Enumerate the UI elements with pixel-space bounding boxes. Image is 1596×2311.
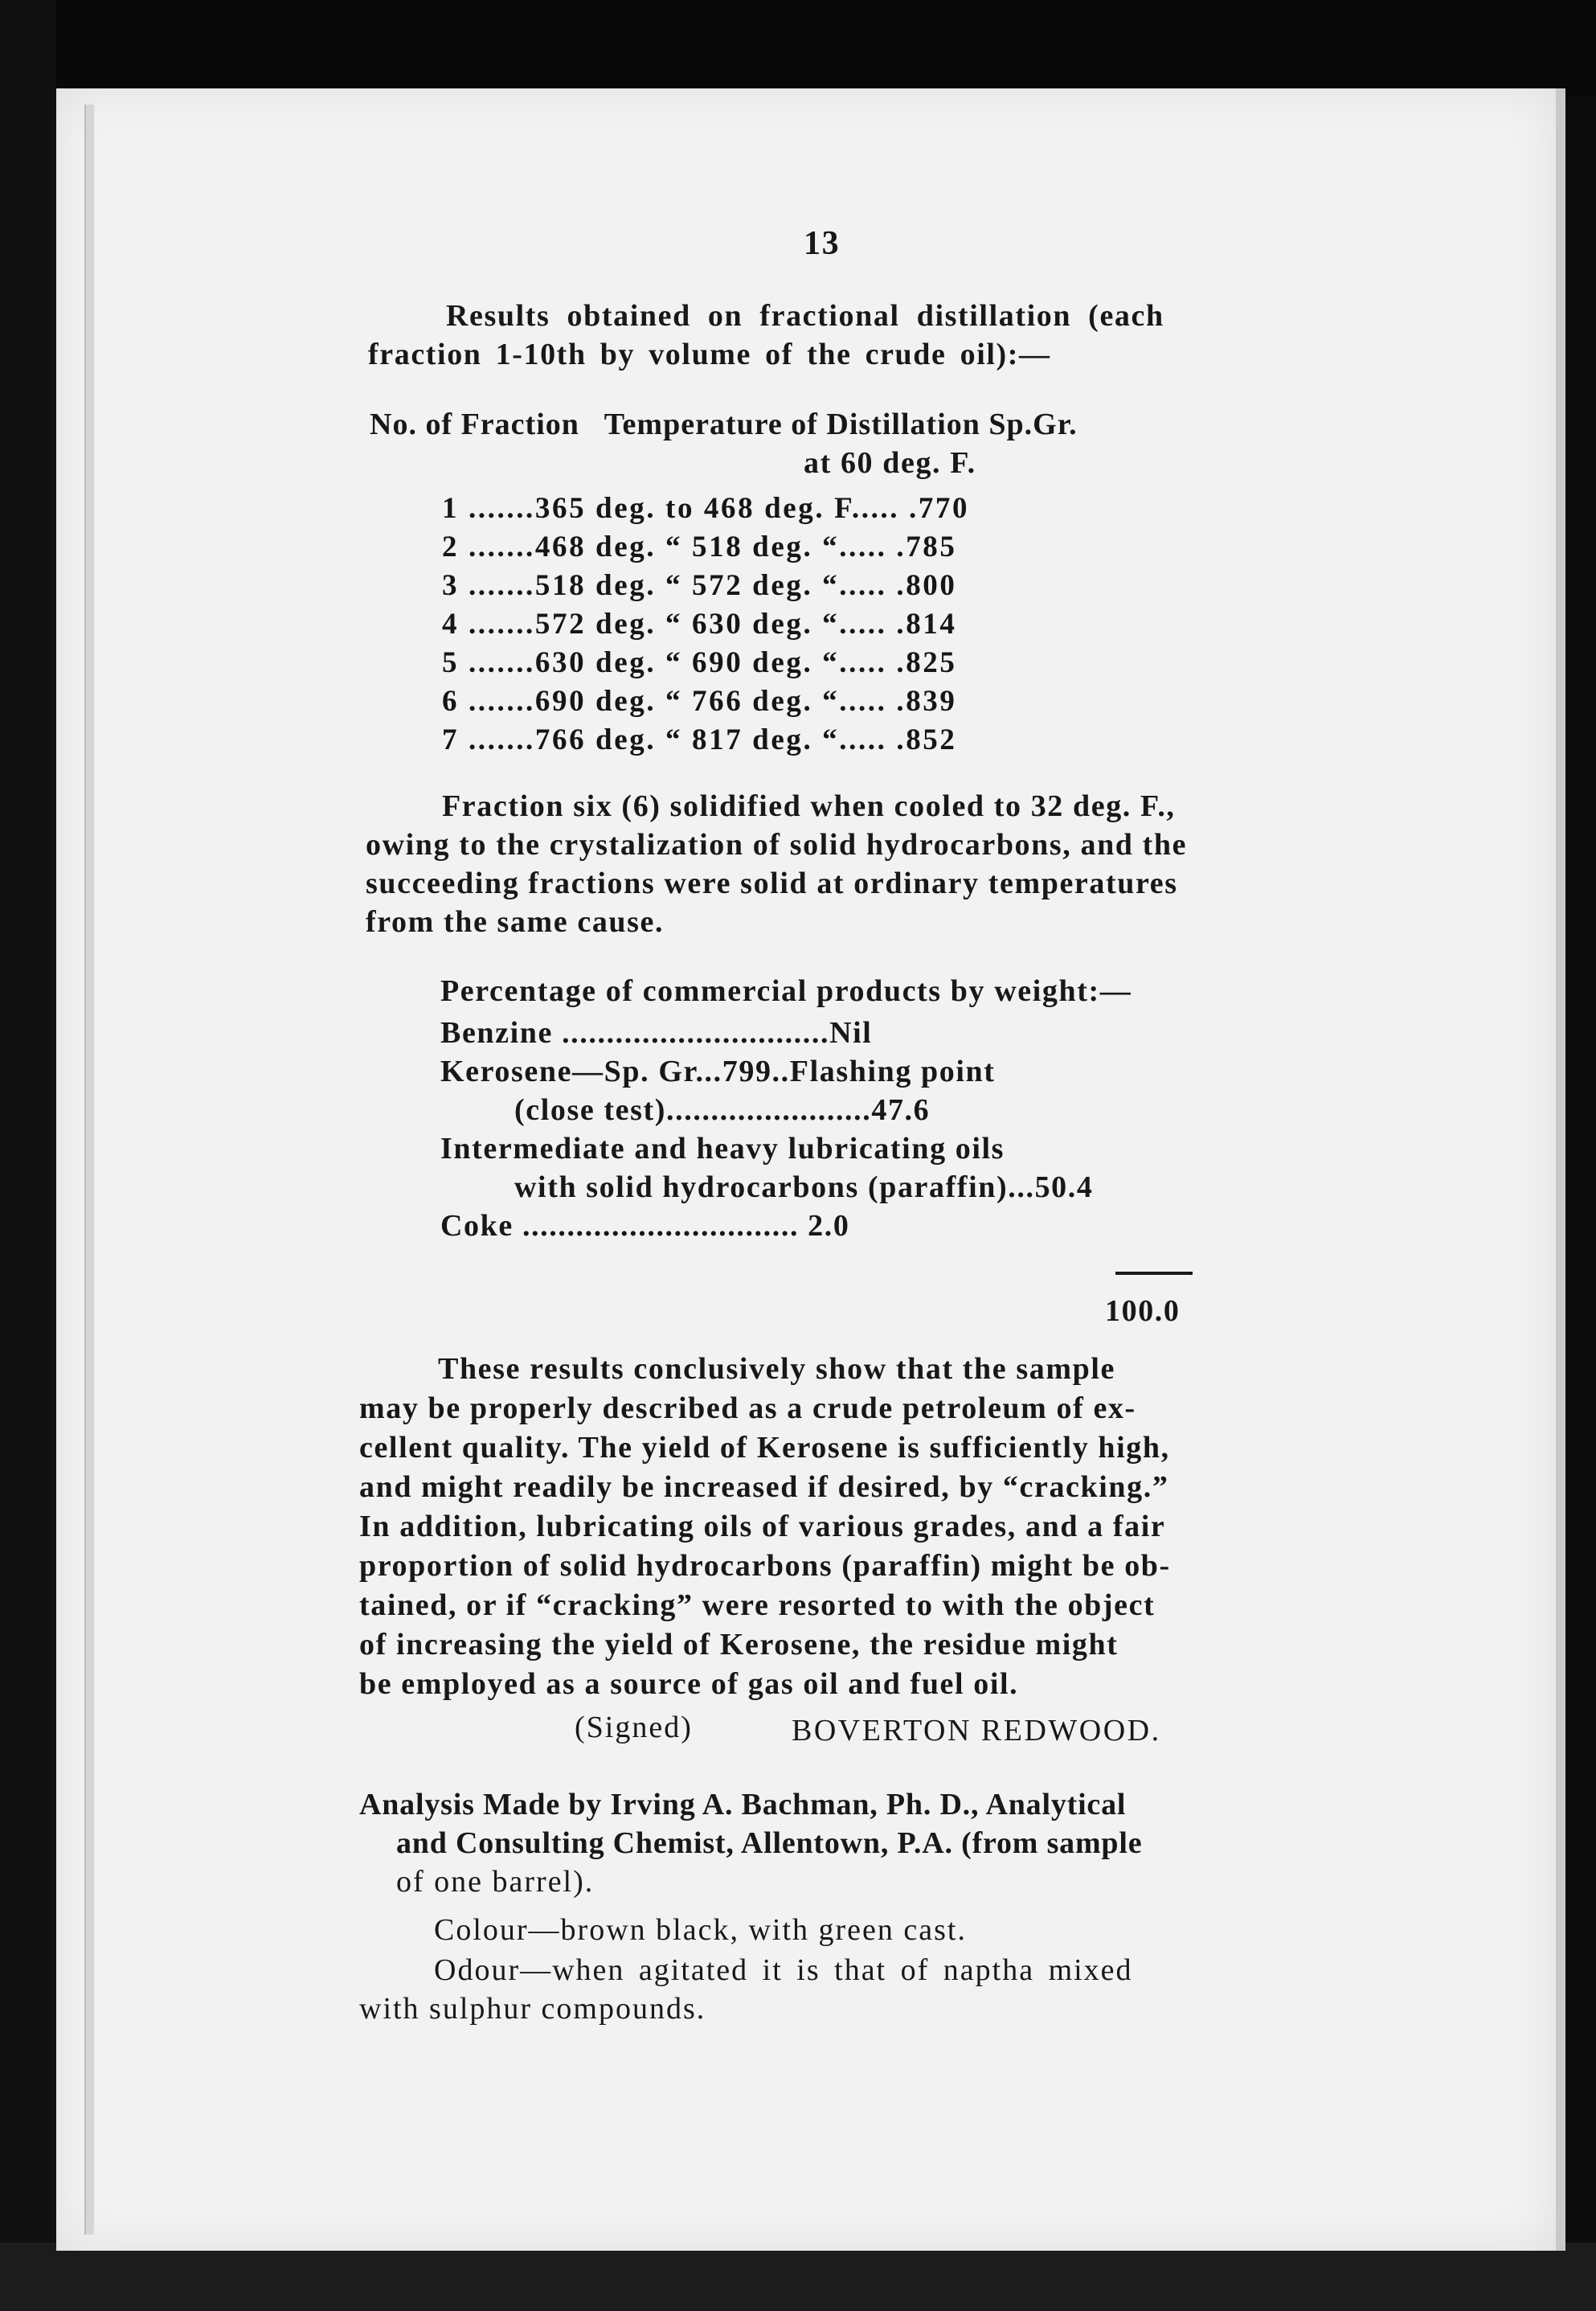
table-row: 7 .......766 deg. “ 817 deg. “..... .852 xyxy=(442,723,957,756)
table-header: No. of Fraction Temperature of Distillation Sp.Gr. xyxy=(370,408,1078,441)
product-line: with solid hydrocarbons (paraffin)...50.4 xyxy=(514,1170,1094,1204)
conclusion-line: of increasing the yield of Kerosene, the residue might xyxy=(359,1628,1119,1662)
conclusion-line: cellent quality. The yield of Kerosene is sufficiently high, xyxy=(359,1431,1170,1465)
product-line: Kerosene—Sp. Gr...799..Flashing point xyxy=(440,1055,996,1088)
table-header-sub: at 60 deg. F. xyxy=(804,446,976,480)
analysis-line-3: of one barrel). xyxy=(396,1865,595,1899)
conclusion-line: tained, or if “cracking” were resorted to with the object xyxy=(359,1588,1156,1622)
products-total: 100.0 xyxy=(1105,1294,1181,1328)
conclusion-line: and might readily be increased if desired, by “cracking.” xyxy=(359,1470,1169,1504)
note-line: owing to the crystalization of solid hydrocarbons, and the xyxy=(366,828,1188,862)
page-edge xyxy=(1556,88,1565,2251)
product-line: (close test).......................47.6 xyxy=(514,1093,931,1127)
conclusion-line: proportion of solid hydrocarbons (paraffin) might be ob- xyxy=(359,1549,1171,1583)
total-rule xyxy=(1115,1272,1193,1275)
scan-border-bottom xyxy=(0,2243,1596,2311)
products-heading: Percentage of commercial products by weight:— xyxy=(440,974,1132,1008)
analysis-odour-2: with sulphur compounds. xyxy=(359,1992,706,2026)
page-number: 13 xyxy=(804,225,841,262)
table-row: 3 .......518 deg. “ 572 deg. “..... .800 xyxy=(442,569,957,602)
product-line: Benzine ..............................Nil xyxy=(440,1016,873,1050)
scan-border-top xyxy=(0,0,1596,96)
table-row: 5 .......630 deg. “ 690 deg. “..... .825 xyxy=(442,646,957,679)
note-line: from the same cause. xyxy=(366,905,665,939)
note-line: succeeding fractions were solid at ordinary temperatures xyxy=(366,867,1178,900)
page-binding xyxy=(84,104,94,2235)
intro-line-1: Results obtained on fractional distillation (each xyxy=(446,299,1164,333)
conclusion-line: may be properly described as a crude petroleum of ex- xyxy=(359,1391,1136,1425)
product-line: Intermediate and heavy lubricating oils xyxy=(440,1132,1005,1166)
signature-name: BOVERTON REDWOOD. xyxy=(792,1714,1161,1748)
analysis-odour-1: Odour—when agitated it is that of naptha mixed xyxy=(434,1953,1133,1987)
conclusion-line: These results conclusively show that the sample xyxy=(438,1352,1115,1386)
scan-border-left xyxy=(0,0,56,2311)
analysis-colour: Colour—brown black, with green cast. xyxy=(434,1913,967,1947)
table-row: 2 .......468 deg. “ 518 deg. “..... .785 xyxy=(442,531,957,563)
table-row: 4 .......572 deg. “ 630 deg. “..... .814 xyxy=(442,608,957,641)
conclusion-line: In addition, lubricating oils of various grades, and a fair xyxy=(359,1510,1166,1543)
signature-label: (Signed) xyxy=(575,1711,693,1744)
note-line: Fraction six (6) solidified when cooled to 32 deg. F., xyxy=(442,789,1176,823)
table-row: 1 .......365 deg. to 468 deg. F..... .770 xyxy=(442,492,970,525)
intro-line-2: fraction 1-10th by volume of the crude oil):— xyxy=(368,338,1051,371)
table-row: 6 .......690 deg. “ 766 deg. “..... .839 xyxy=(442,685,957,718)
analysis-line-2: and Consulting Chemist, Allentown, P.A. (from sample xyxy=(396,1826,1143,1860)
conclusion-line: be employed as a source of gas oil and fuel oil. xyxy=(359,1667,1019,1701)
analysis-line-1: Analysis Made by Irving A. Bachman, Ph. D., Analytical xyxy=(359,1788,1127,1821)
product-line: Coke ............................... 2.0 xyxy=(440,1209,850,1243)
